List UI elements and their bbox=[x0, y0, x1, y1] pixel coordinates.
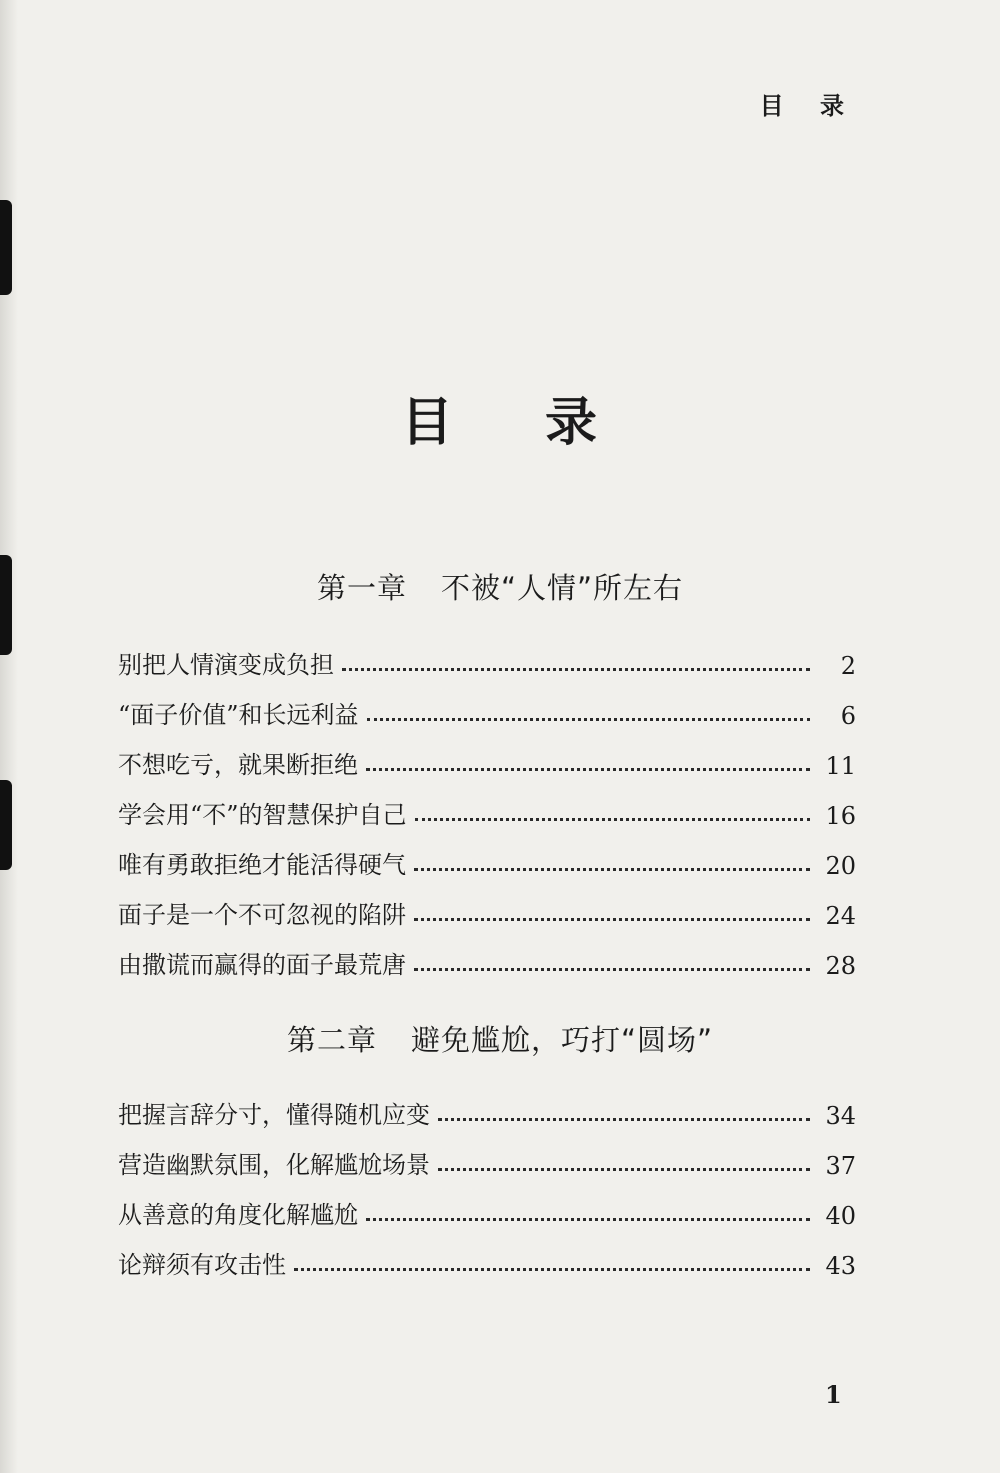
toc-leader-dots bbox=[294, 1268, 810, 1271]
toc-leader-dots bbox=[438, 1168, 810, 1171]
toc-entry-page: 11 bbox=[825, 752, 856, 780]
toc-entry-page: 24 bbox=[825, 902, 856, 930]
toc-entry-page: 37 bbox=[825, 1152, 856, 1180]
running-header: 目 录 bbox=[759, 91, 858, 120]
toc-entry[interactable] bbox=[118, 1194, 856, 1230]
toc-leader-dots bbox=[438, 1118, 810, 1121]
toc-entry-title: 不想吃亏，就果断拒绝 bbox=[118, 751, 358, 779]
toc-entry-title: 由撒谎而赢得的面子最荒唐 bbox=[118, 951, 406, 979]
toc-entry-page: 6 bbox=[840, 702, 856, 730]
toc-entry-page: 16 bbox=[825, 802, 856, 830]
toc-entry-page: 2 bbox=[840, 652, 856, 680]
toc-leader-dots bbox=[367, 718, 810, 721]
chapter-heading bbox=[0, 1018, 1000, 1059]
toc-entry[interactable] bbox=[118, 894, 856, 930]
toc-entry-title: 营造幽默氛围，化解尴尬场景 bbox=[118, 1151, 430, 1179]
toc-entry-title: 别把人情演变成负担 bbox=[118, 651, 334, 679]
toc-entry-page: 43 bbox=[825, 1252, 856, 1280]
title-char-left: 目 bbox=[400, 392, 455, 453]
toc-entry-page: 40 bbox=[825, 1202, 856, 1230]
chapter-number: 第一章 bbox=[316, 571, 407, 605]
toc-leader-dots bbox=[414, 868, 810, 871]
toc-entry[interactable] bbox=[118, 1094, 856, 1130]
toc-leader-dots bbox=[342, 668, 810, 671]
toc-entry-title: 把握言辞分寸，懂得随机应变 bbox=[118, 1101, 430, 1129]
title-char-right: 录 bbox=[545, 392, 600, 453]
scan-mark bbox=[0, 200, 12, 295]
toc-entry-title: “面子价值”和长远利益 bbox=[118, 701, 359, 729]
toc-leader-dots bbox=[366, 1218, 810, 1221]
toc-entry-page: 28 bbox=[825, 952, 856, 980]
toc-entry[interactable] bbox=[118, 944, 856, 980]
toc-entry-page: 20 bbox=[825, 852, 856, 880]
toc-leader-dots bbox=[366, 768, 810, 771]
toc-entry-title: 论辩须有攻击性 bbox=[118, 1251, 286, 1279]
scan-mark bbox=[0, 780, 12, 870]
toc-entry-title: 从善意的角度化解尴尬 bbox=[118, 1201, 358, 1229]
page-title bbox=[0, 380, 1000, 455]
toc-entry[interactable] bbox=[118, 844, 856, 880]
page-number: 1 bbox=[825, 1380, 842, 1409]
toc-entry-title: 面子是一个不可忽视的陷阱 bbox=[118, 901, 406, 929]
toc-entry-title: 学会用“不”的智慧保护自己 bbox=[118, 801, 407, 829]
chapter-number: 第二章 bbox=[286, 1023, 377, 1057]
toc-entry[interactable] bbox=[118, 794, 856, 830]
toc-entry[interactable] bbox=[118, 744, 856, 780]
toc-leader-dots bbox=[414, 968, 810, 971]
chapter-heading bbox=[0, 566, 1000, 607]
toc-entry[interactable] bbox=[118, 694, 856, 730]
toc-entry[interactable] bbox=[118, 644, 856, 680]
toc-entry[interactable] bbox=[118, 1144, 856, 1180]
chapter-title: 避免尴尬，巧打“圆场” bbox=[410, 1023, 714, 1057]
toc-entry-page: 34 bbox=[825, 1102, 856, 1130]
toc-leader-dots bbox=[414, 918, 810, 921]
toc-entry-title: 唯有勇敢拒绝才能活得硬气 bbox=[118, 851, 406, 879]
toc-entry[interactable] bbox=[118, 1244, 856, 1280]
chapter-title: 不被“人情”所左右 bbox=[440, 571, 684, 605]
toc-leader-dots bbox=[415, 818, 810, 821]
